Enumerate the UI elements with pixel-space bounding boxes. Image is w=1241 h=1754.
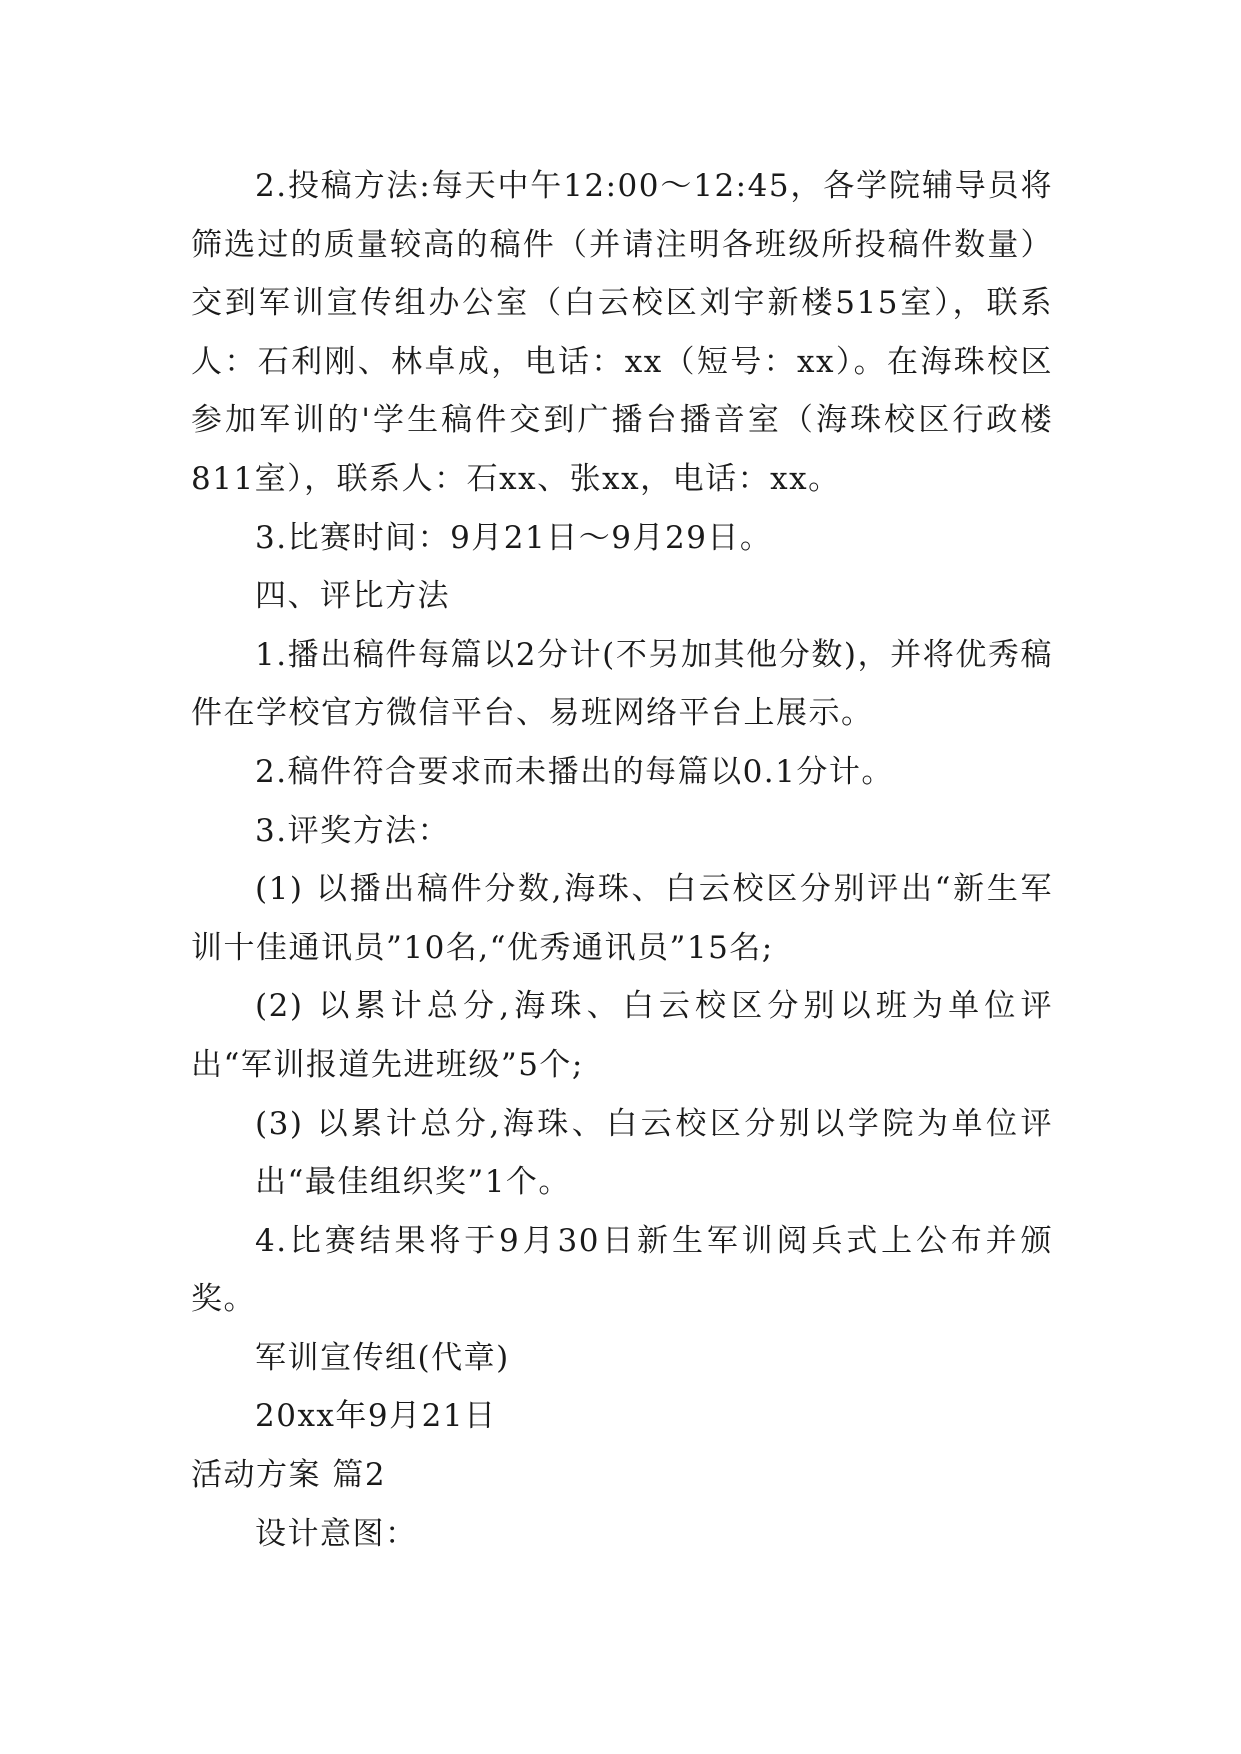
- paragraph-rule-2: 2.稿件符合要求而未播出的每篇以0.1分计。: [255, 753, 894, 790]
- paragraph-rule-1: 1.播出稿件每篇以2分计(不另加其他分数)，并将优秀稿件在学校官方微信平台、易班网络平台上展示。: [191, 636, 1053, 732]
- issue-date: 20xx年9月21日: [255, 1398, 497, 1435]
- paragraph-design-intent: 设计意图：: [255, 1515, 418, 1552]
- paragraph-award-1: (1) 以播出稿件分数,海珠、白云校区分别评出“新生军训十佳通讯员”10名,“优秀通讯员”15名;: [191, 871, 1053, 966]
- paragraph-submission-method: 2.投稿方法:每天中午12:00～12:45，各学院辅导员将筛选过的质量较高的稿件（并请注明各班级所投稿件数量）交到军训宣传组办公室（白云校区刘宇新楼515室），联系人：石利刚、林卓成，电话：xx（短号：xx）。在海珠校区参加军训的'学生稿件交到广播台播音室（海珠校区行政楼811室），联系人：石xx、张xx，电话：xx。: [191, 168, 1053, 497]
- paragraph-rule-4: 4.比赛结果将于9月30日新生军训阅兵式上公布并颁奖。: [191, 1222, 1053, 1318]
- paragraph-competition-time: 3.比赛时间：9月21日～9月29日。: [255, 519, 773, 556]
- issuer-signature: 军训宣传组(代章): [255, 1339, 510, 1376]
- paragraph-rule-3: 3.评奖方法：: [255, 812, 451, 849]
- paragraph-award-2: (2) 以累计总分,海珠、白云校区分别以班为单位评出“军训报道先进班级”5个;: [191, 988, 1053, 1083]
- paragraph-award-3: (3) 以累计总分,海珠、白云校区分别以学院为单位评出“最佳组织奖”1个。: [255, 1105, 1053, 1201]
- plan-title: 活动方案 篇2: [191, 1457, 387, 1494]
- section-heading-evaluation: 四、评比方法: [255, 578, 450, 615]
- document-body: [191, 157, 1053, 1563]
